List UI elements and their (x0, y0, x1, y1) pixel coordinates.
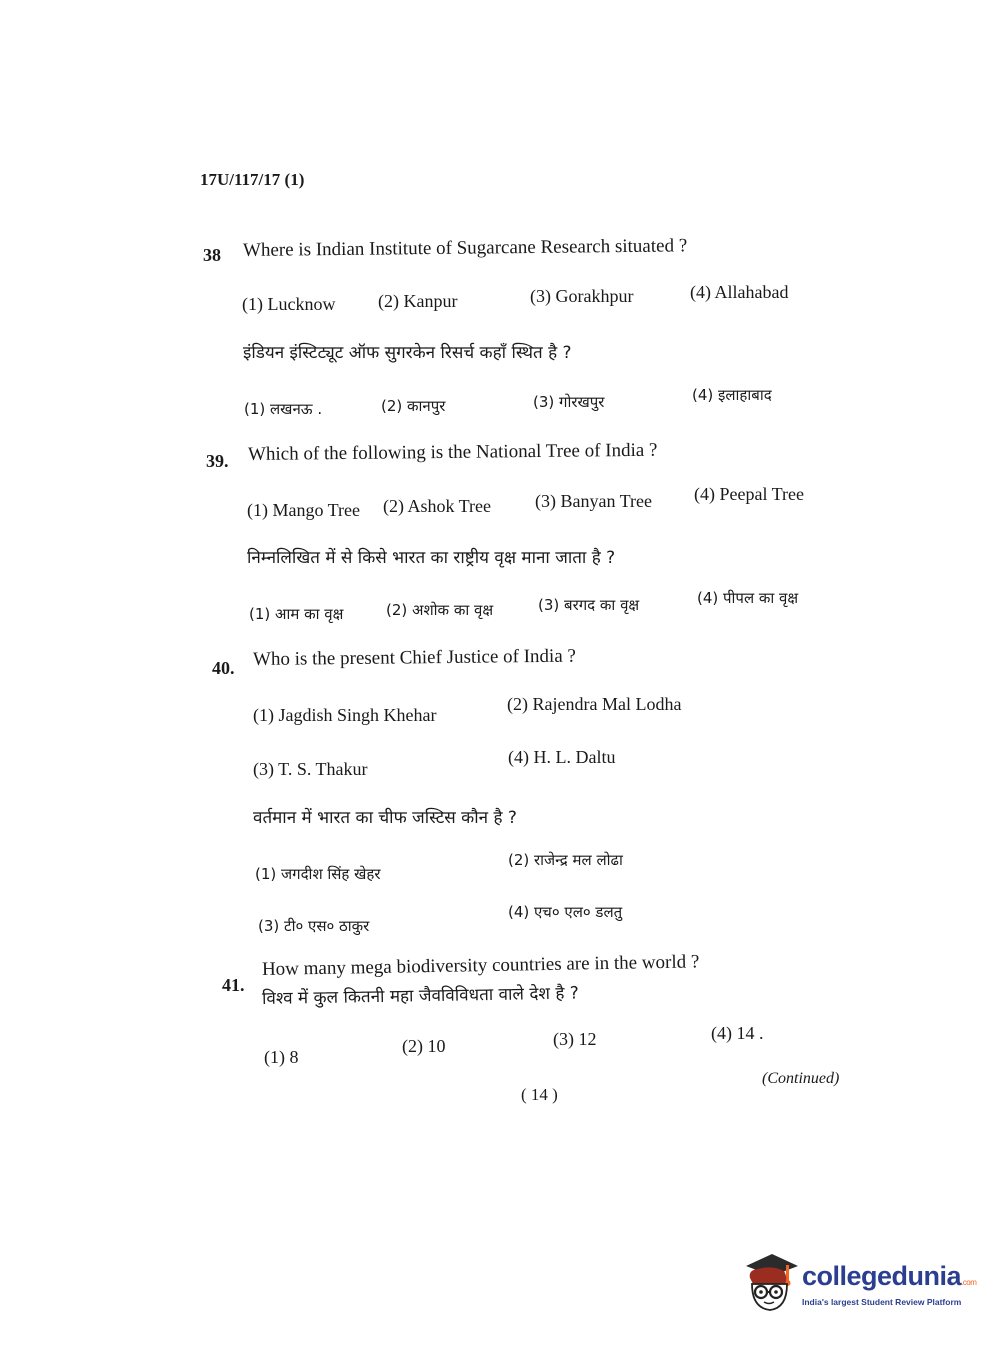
q40-hindi-option-2: (2) राजेन्द्र मल लोढा (508, 851, 623, 869)
question-39-hindi: निम्नलिखित में से किसे भारत का राष्ट्रीय वृक्ष माना जाता है ? (247, 548, 616, 568)
q40-hindi-option-3: (3) टी० एस० ठाकुर (258, 917, 370, 935)
q39-option-3: (3) Banyan Tree (535, 491, 652, 511)
q40-hindi-option-4: (4) एच० एल० डलतु (508, 903, 623, 921)
q40-option-1: (1) Jagdish Singh Khehar (253, 705, 437, 725)
question-40-text: Who is the present Chief Justice of India ? (252, 645, 577, 670)
collegedunia-logo (742, 1252, 977, 1318)
question-41-number: 41. (222, 975, 245, 995)
continued-note: (Continued) (762, 1070, 840, 1087)
q38-option-1: (1) Lucknow (242, 294, 336, 314)
question-38-number: 38 (203, 245, 221, 265)
logo-tagline: India's largest Student Review Platform (802, 1297, 962, 1307)
q38-hindi-option-4: (4) इलाहाबाद (692, 386, 772, 404)
q39-option-1: (1) Mango Tree (247, 500, 360, 520)
q38-option-2: (2) Kanpur (378, 291, 458, 311)
q40-option-2: (2) Rajendra Mal Lodha (507, 694, 682, 714)
question-41-hindi: विश्व में कुल कितनी महा जैवविविधता वाले देश है ? (261, 983, 579, 1009)
q40-option-4: (4) H. L. Daltu (508, 747, 616, 767)
q38-hindi-option-3: (3) गोरखपुर (533, 393, 605, 411)
q39-hindi-option-2: (2) अशोक का वृक्ष (386, 601, 494, 619)
question-40-hindi: वर्तमान में भारत का चीफ जस्टिस कौन है ? (253, 808, 517, 828)
q41-option-3: (3) 12 (553, 1029, 597, 1049)
question-39-text: Which of the following is the National Tree of India ? (247, 439, 658, 465)
question-41-text: How many mega biodiversity countries are in the world ? (261, 951, 700, 980)
mascot-icon (742, 1252, 802, 1318)
q39-option-4: (4) Peepal Tree (694, 484, 804, 504)
q41-option-2: (2) 10 (402, 1036, 446, 1056)
q40-hindi-option-1: (1) जगदीश सिंह खेहर (255, 865, 381, 883)
question-39-number: 39. (206, 451, 229, 471)
q38-option-4: (4) Allahabad (690, 282, 789, 302)
page-number: ( 14 ) (521, 1085, 558, 1104)
q39-hindi-option-3: (3) बरगद का वृक्ष (538, 596, 640, 614)
q39-hindi-option-1: (1) आम का वृक्ष (249, 605, 344, 623)
question-40-number: 40. (212, 658, 235, 678)
question-38-hindi: इंडियन इंस्टिट्यूट ऑफ सुगरकेन रिसर्च कहाँ स्थित है ? (243, 343, 572, 363)
q41-option-4: (4) 14 . (711, 1023, 764, 1043)
paper-code: 17U/117/17 (1) (200, 170, 305, 189)
question-38-text: Where is Indian Institute of Sugarcane Research situated ? (242, 235, 688, 261)
q38-hindi-option-1: (1) लखनऊ . (244, 400, 323, 418)
logo-suffix: .com (961, 1278, 977, 1287)
q40-option-3: (3) T. S. Thakur (253, 759, 368, 779)
q38-hindi-option-2: (2) कानपुर (381, 397, 446, 415)
q39-hindi-option-4: (4) पीपल का वृक्ष (697, 589, 799, 607)
q41-option-1: (1) 8 (264, 1047, 299, 1067)
logo-wordmark: collegedunia (802, 1261, 962, 1291)
q38-option-3: (3) Gorakhpur (530, 286, 634, 306)
q39-option-2: (2) Ashok Tree (383, 496, 492, 516)
